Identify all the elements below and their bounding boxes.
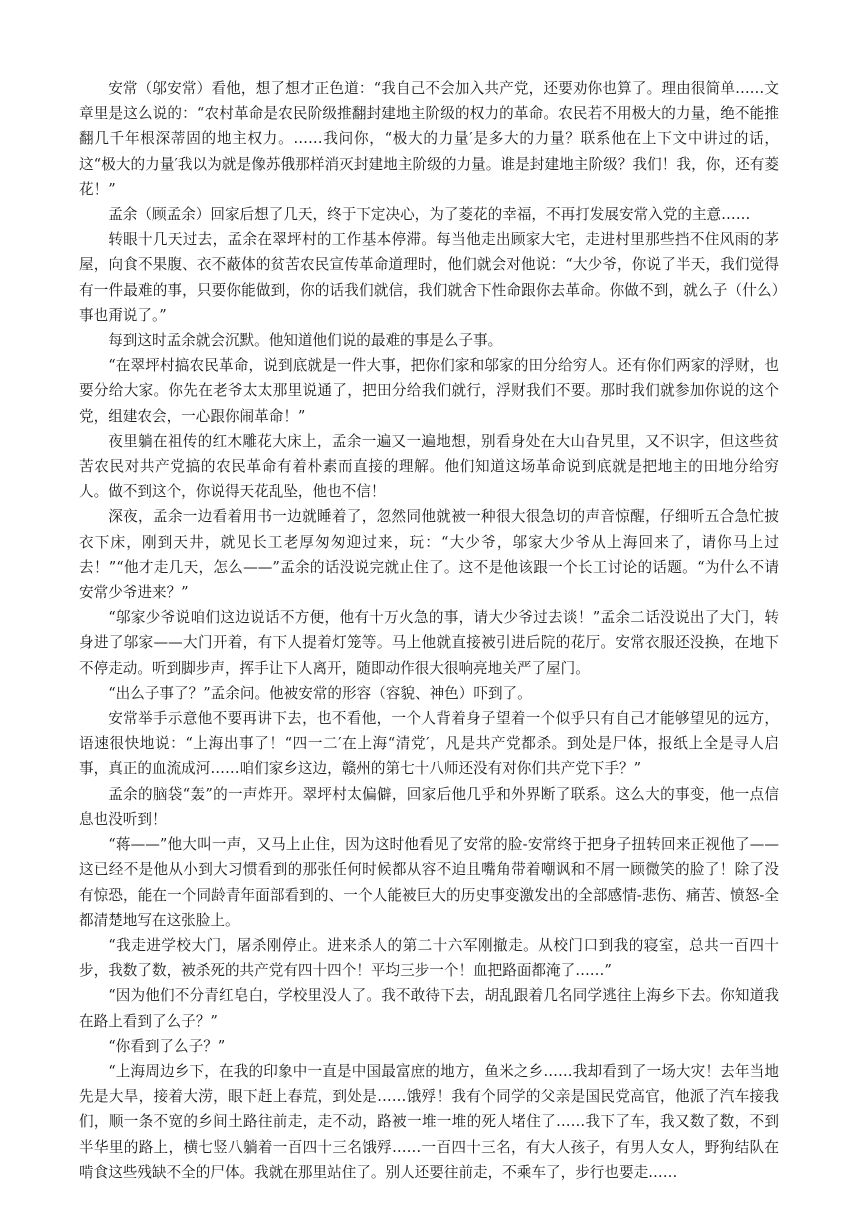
paragraph: “出么子事了？”孟余问。他被安常的形容（容貌、神色）吓到了。: [108, 684, 532, 702]
paragraph: 转眼十几天过去，孟余在翠坪村的工作基本停滞。每当他走出顾家大宅，走进村里那些挡不住风雨的茅屋，向食不果腹、衣不蔽体的贫苦农民宣传革命道理时，他们就会对他说：“大少爷，你说了半天，我们觉得有一件最难的事，只要你能做到，你的话我们就信，我们就舍下性命跟你去革命。你做不到，就么子（什么）事也甭说了。”: [79, 231, 779, 324]
paragraph: “你看到了么子？”: [108, 1037, 226, 1055]
paragraph: 安常（邬安常）看他，想了想才正色道：“我自己不会加入共产党，还要劝你也算了。理由很简单……文章里是这么说的：“农村革命是农民阶级推翻封建地主阶级的权力的革命。农民若不用极大的力量，绝不能推翻几千年根深蒂固的地主权力。……我问你，“极大的力量′是多大的力量？联系他在上下文中讲过的话，这“极大的力量′我以为就是像苏俄那样消灭封建地主阶级的力量。谁是封建地主阶级？我们！我，你，还有菱花！”: [79, 80, 779, 198]
document-page: [79, 76, 779, 1185]
paragraph: 深夜，孟余一边看着用书一边就睡着了，忽然同他就被一种很大很急切的声音惊醒，仔细听五合急忙披衣下床，刚到天井，就见长工老厚匆匆迎过来，玩：“大少爷，邬家大少爷从上海回来了，请你马上过去！”“他才走几天，怎么——”孟余的话没说完就止住了。这不是他该跟一个长工讨论的话题。“为什么不请安常少爷进来？”: [79, 508, 779, 602]
paragraph: “上海周边乡下，在我的印象中一直是中国最富庶的地方，鱼米之乡……我却看到了一场大灾！去年当地先是大旱，接着大涝，眼下赶上春荒，到处是……饿殍！我有个同学的父亲是国民党高官，他派了汽车接我们，顺一条不宽的乡间土路往前走，走不动，路被一堆一堆的死人堵住了……我下了车，我又数了数，不到半华里的路上，横七竖八躺着一百四十三名饿殍……一百四十三名，有大人孩子，有男人女人，野狗结队在啃食这些残缺不全的尸体。我就在那里站住了。别人还要往前走，不乘车了，步行也要走……: [79, 1062, 779, 1181]
paragraph: 夜里躺在祖传的红木雕花大床上，孟余一遍又一遍地想，别看身处在大山旮旯里，又不识字，但这些贫苦农民对共产党搞的农民革命有着朴素而直接的理解。他们知道这场革命说到底就是把地主的田地分给穷人。做不到这个，你说得天花乱坠，他也不信！: [79, 432, 779, 501]
paragraph: “邬家少爷说咱们这边说话不方便，他有十万火急的事，请大少爷过去谈！”孟余二话没说出了大门，转身进了邬家——大门开着，有下人提着灯笼等。马上他就直接被引进后院的花厅。安常衣服还没换，在地下不停走动。听到脚步声，挥手让下人离开，随即动作很大很响亮地关严了屋门。: [79, 609, 779, 677]
paragraph: 孟余（顾孟余）回家后想了几天，终于下定决心，为了菱花的幸福，不再打发展安常入党的主意……: [108, 206, 751, 224]
paragraph: “蒋——”他大叫一声，又马上止住，因为这时他看见了安常的脸-安常终于把身子扭转回来正视他了——这已经不是他从小到大习惯看到的那张任何时候都从容不迫且嘴角带着嘲讽和不屑一顾微笑的脸了！除了没有惊恐，能在一个同龄青年面部看到的、一个人能被巨大的历史事变激发出的全部感情-悲伤、痛苦、愤怒-全都清楚地写在这张脸上。: [79, 836, 779, 929]
paragraph: “在翠坪村搞农民革命，说到底就是一件大事，把你们家和邬家的田分给穷人。还有你们两家的浮财，也要分给大家。你先在老爷太太那里说通了，把田分给我们就行，浮财我们不要。那时我们就参加你说的这个党，组建农会，一心跟你闹革命！”: [79, 357, 779, 425]
paragraph: 每到这时孟余就会沉默。他知道他们说的最难的事是么子事。: [108, 332, 503, 350]
paragraph: 孟余的脑袋“轰”的一声炸开。翠坪村太偏僻，回家后他几乎和外界断了联系。这么大的事变，他一点信息也没听到！: [79, 785, 779, 828]
paragraph: “我走进学校大门，屠杀刚停止。进来杀人的第二十六军刚撤走。从校门口到我的寝室，总共一百四十步，我数了数，被杀死的共产党有四十四个！平均三步一个！血把路面都淹了……”: [79, 936, 779, 980]
paragraph: 安常举手示意他不要再讲下去，也不看他，一个人背着身子望着一个似乎只有自己才能够望见的远方，语速很快地说：“上海出事了！“四一二′在上海“清党′，凡是共产党都杀。到处是尸体，报纸上全是寻人启事，真正的血流成河……咱们家乡这边，赣州的第七十八师还没有对你们共产党下手？”: [79, 710, 779, 778]
paragraph: “因为他们不分青红皂白，学校里没人了。我不敢待下去，胡乱跟着几名同学逃往上海乡下去。你知道我在路上看到了么子？”: [79, 987, 779, 1030]
